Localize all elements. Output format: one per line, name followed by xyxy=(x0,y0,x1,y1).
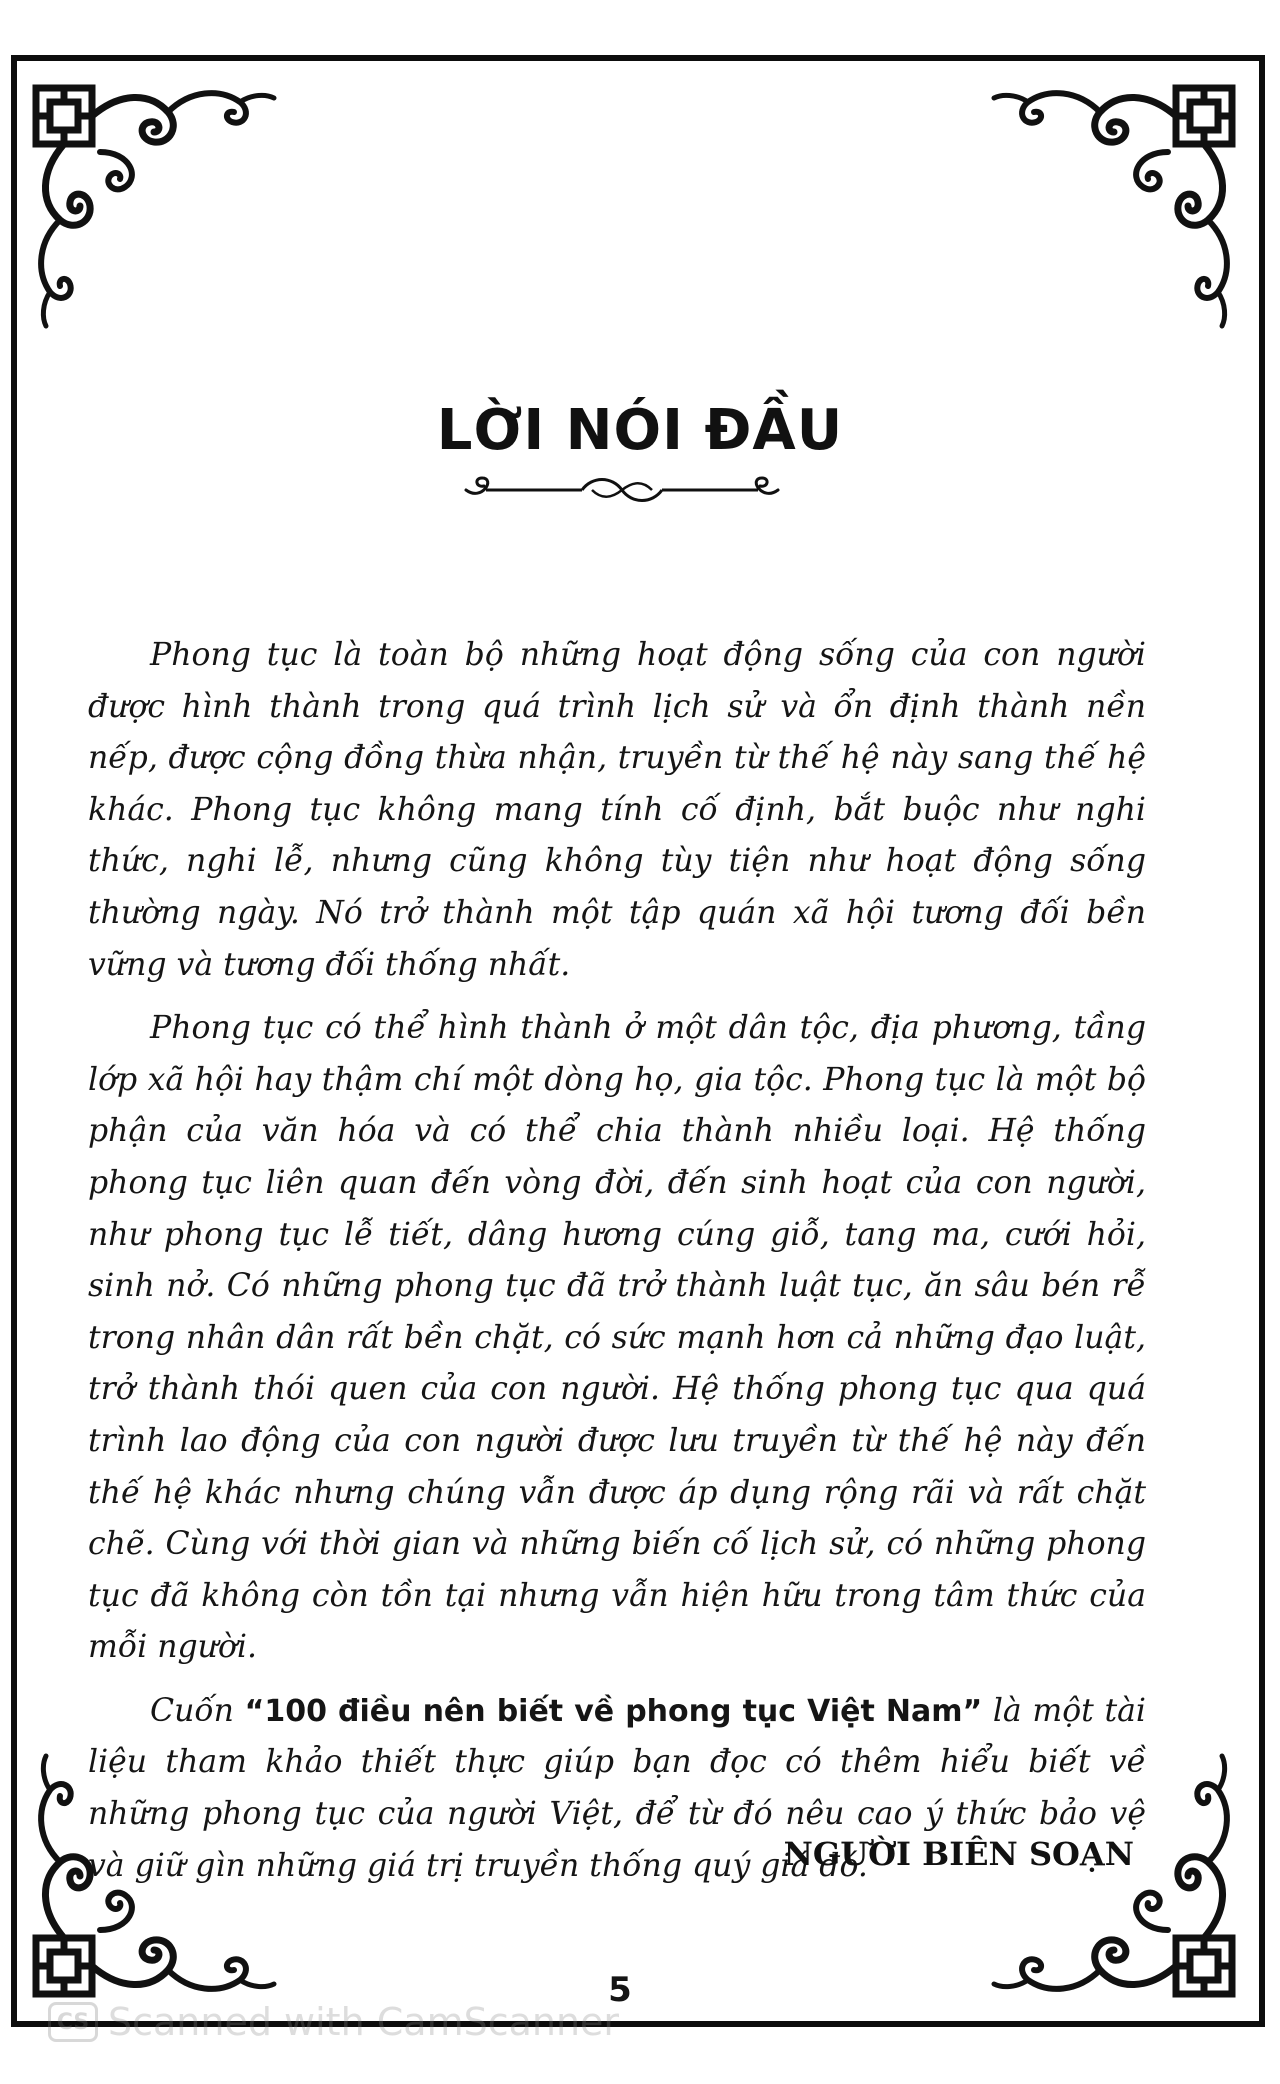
paragraph-3-rest: là một tài liệu tham khảo thiết thực giúp bạn đọc có thêm hiểu biết về những phong tục của người Việt, để từ đó nêu cao ý thức bảo vệ và giữ gìn những giá trị truyền thống quý giá đó. xyxy=(88,1692,1147,1884)
signature: NGƯỜI BIÊN SOẠN xyxy=(783,1835,1134,1873)
corner-ornament-top-right-icon xyxy=(994,88,1232,326)
corner-ornament-top-left-icon xyxy=(36,88,274,326)
paragraph-1: Phong tục là toàn bộ những hoạt động sống của con người được hình thành trong quá trình lịch sử và ổn định thành nền nếp, được cộng đồng thừa nhận, truyền từ thế hệ này sang thế hệ khác. Phong tục không mang tính cố định, bắt buộc như nghi thức, nghi lễ, nhưng cũng không tùy tiện như hoạt động sống thường ngày. Nó trở thành một tập quán xã hội tương đối bền vững và tương đối thống nhất. xyxy=(88,637,1146,983)
watermark-text: Scanned with CamScanner xyxy=(108,2000,620,2044)
book-title: “100 điều nên biết về phong tục Việt Nam” xyxy=(244,1693,983,1729)
page-title: LỜI NÓI ĐẦU xyxy=(436,398,844,463)
body-text xyxy=(88,630,1146,1904)
paragraph-2: Phong tục có thể hình thành ở một dân tộc, địa phương, tầng lớp xã hội hay thậm chí một dòng họ, gia tộc. Phong tục là một bộ phận của văn hóa và có thể chia thành nhiều loại. Hệ thống phong tục liên quan đến vòng đời, đến sinh hoạt của con người, như phong tục lễ tiết, dâng hương cúng giỗ, tang ma, cưới hỏi, sinh nở. Có những phong tục đã trở thành luật tục, ăn sâu bén rễ trong nhân dân rất bền chặt, có sức mạnh hơn cả những đạo luật, trở thành thói quen của con người. Hệ thống phong tục qua quá trình lao động của con người được lưu truyền từ thế hệ này đến thế hệ khác nhưng chúng vẫn được áp dụng rộng rãi và rất chặt chẽ. Cùng với thời gian và những biến cố lịch sử, có những phong tục đã không còn tồn tại nhưng vẫn hiện hữu trong tâm thức của mỗi người. xyxy=(88,1010,1146,1666)
title-flourish-icon xyxy=(462,468,782,508)
page-number: 5 xyxy=(608,1970,632,2010)
scanner-watermark xyxy=(48,2000,619,2044)
paragraph-3-lead: Cuốn xyxy=(150,1692,245,1729)
camscanner-logo-icon: CS xyxy=(48,2002,98,2042)
